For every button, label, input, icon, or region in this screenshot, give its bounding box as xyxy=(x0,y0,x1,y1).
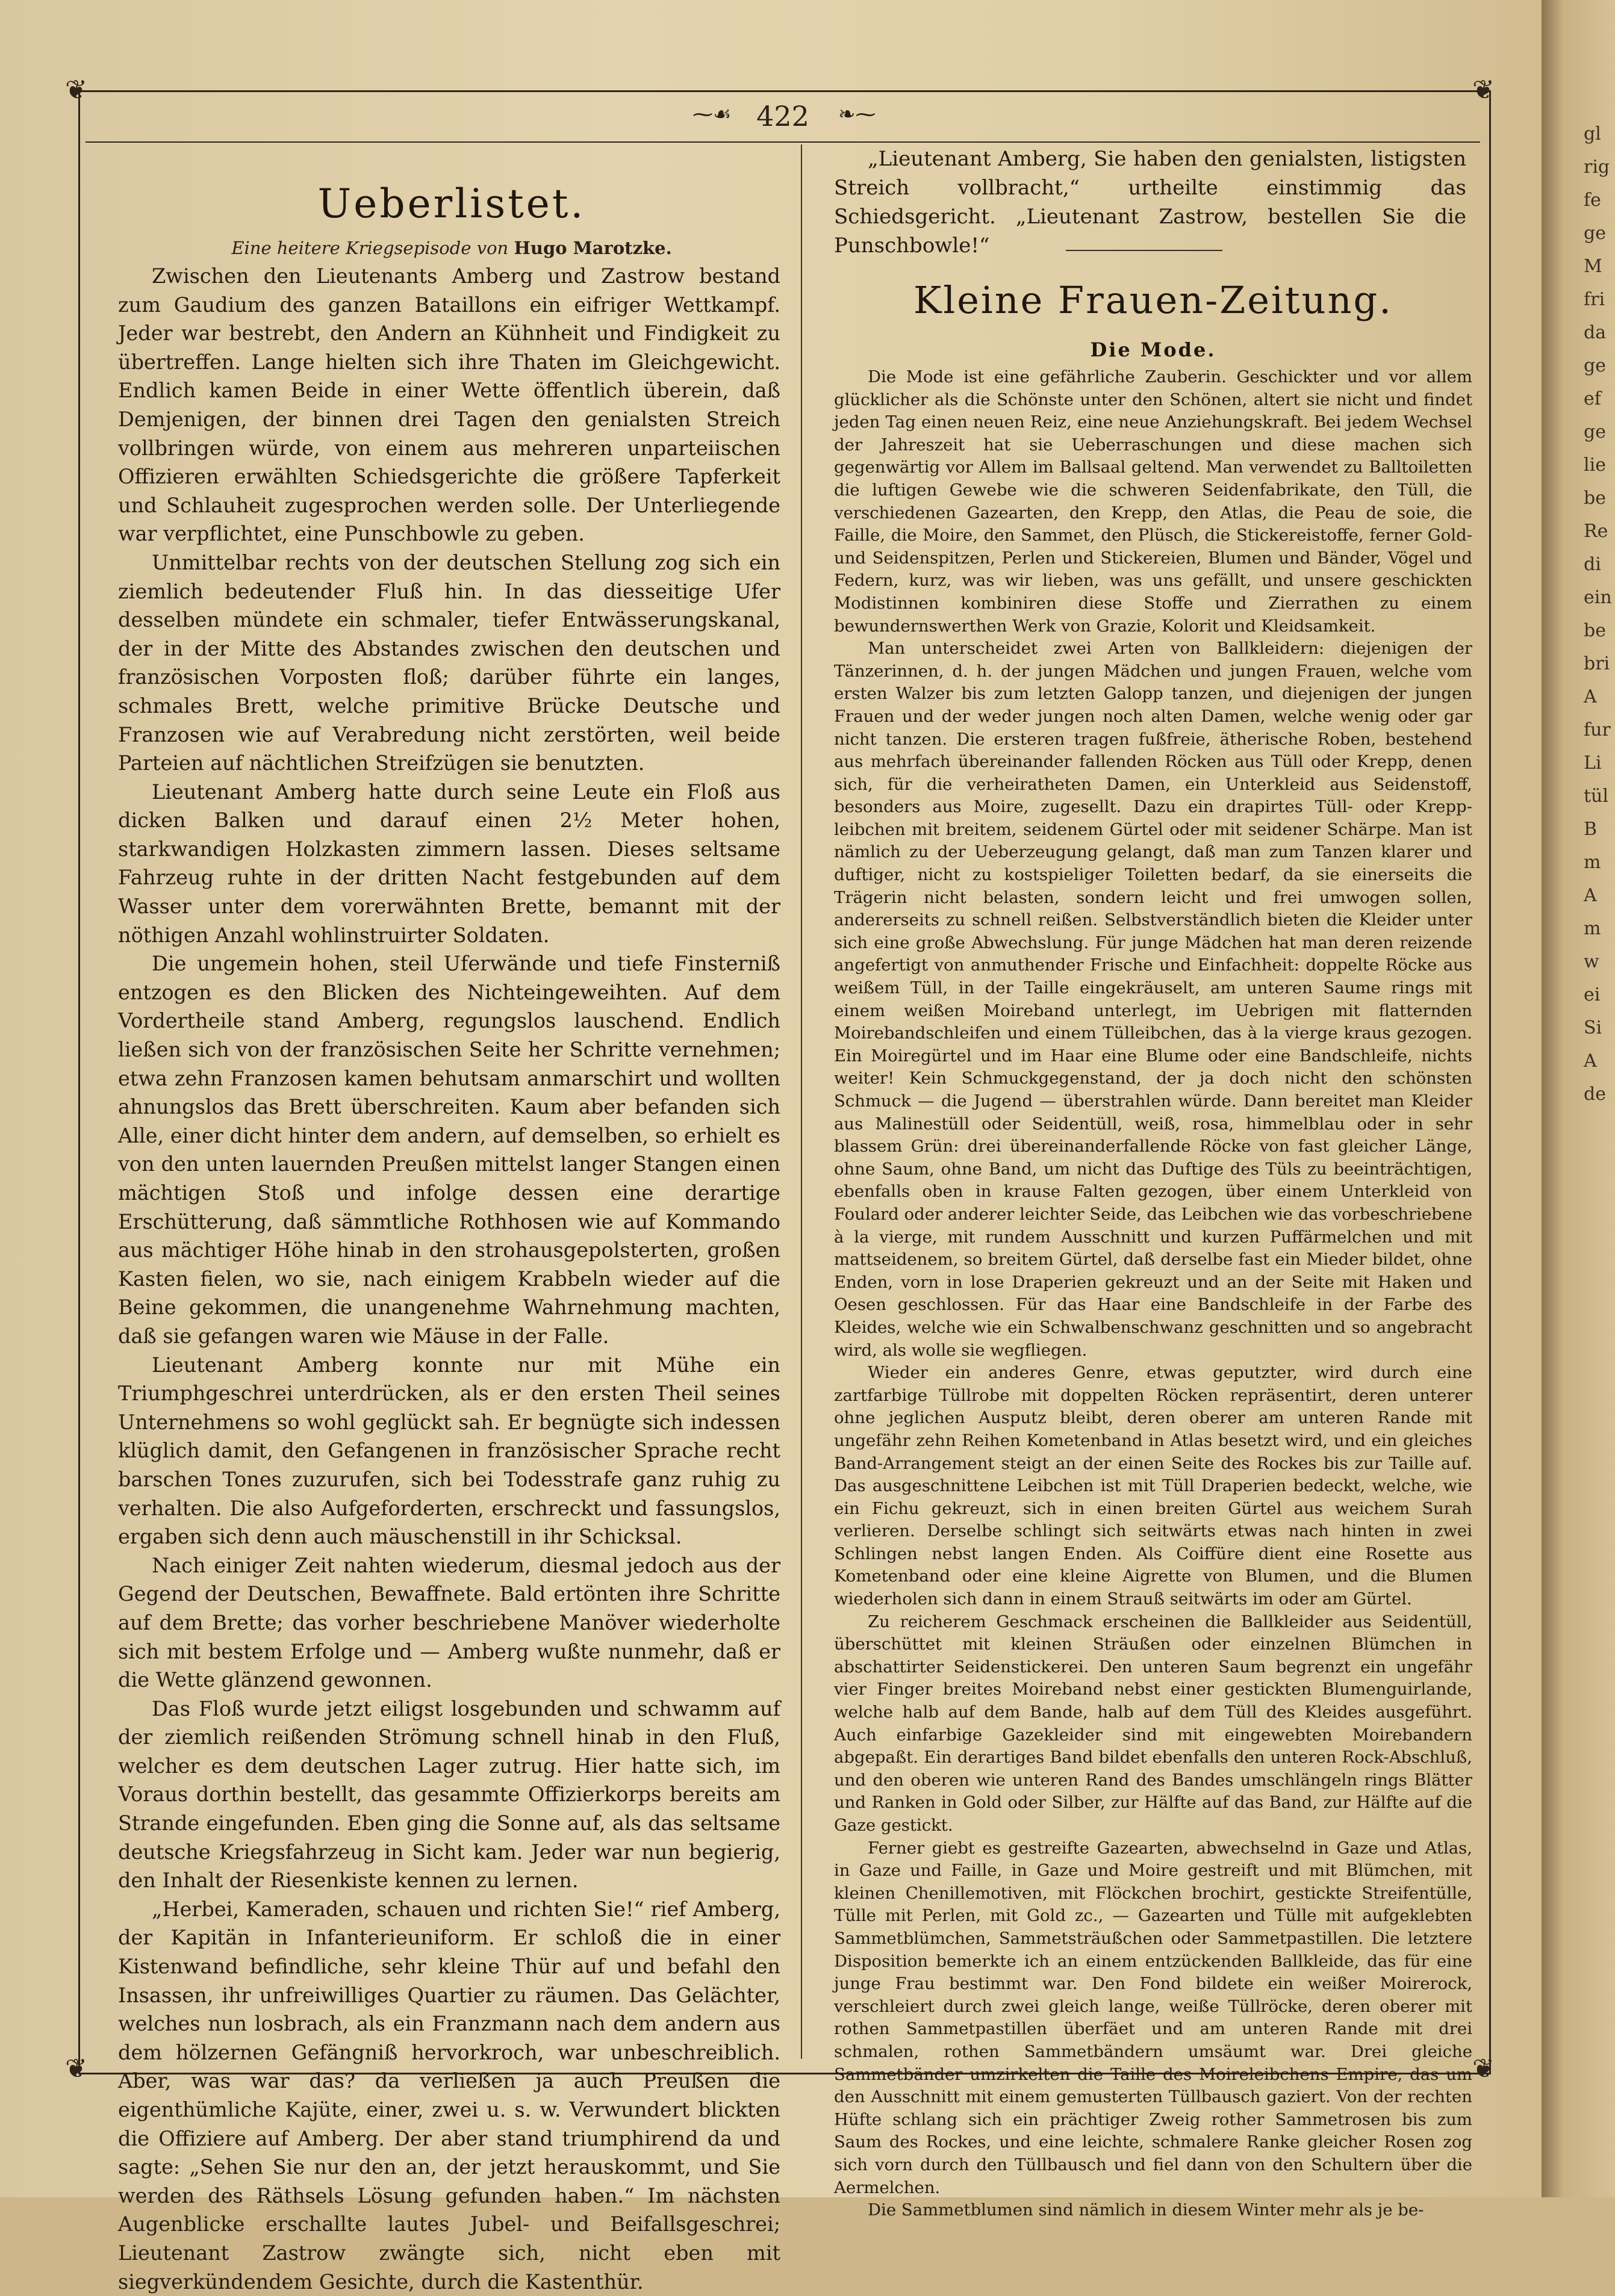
paragraph: Zwischen den Lieutenants Amberg und Zastrow bestand zum Gaudium des ganzen Bataillons ein eifriger Wettkampf. Jeder war bestrebt, den Andern an Kühnheit und Findigkeit zu übertreffen. Lange hielten sich ihre Thaten im Gleichgewicht. Endlich kamen Beide in einer Wette öffentlich überein, daß Demjenigen, der binnen drei Tagen den genialsten Streich vollbringen würde, von einem aus mehreren unparteiischen Offizieren erwählten Schiedsgerichte die größere Tapferkeit und Schlauheit zugesprochen werden solle. Der Unterliegende war verpflichtet, eine Punschbowle zu geben. xyxy=(118,264,780,546)
edge-fragment: be xyxy=(1584,620,1606,641)
edge-fragment: w xyxy=(1584,951,1599,972)
edge-fragment: M xyxy=(1584,256,1602,277)
paragraph: Lieutenant Amberg konnte nur mit Mühe ein Triumphgeschrei unterdrücken, als er den ersten Theil seines Unternehmens so wohl geglückt sah. Er begnügte sich indessen klüglich damit, den Gefangenen in französischer Sprache recht barschen Tones zuzurufen, sich bei Todesstrafe ganz ruhig zu verhalten. Die also Aufgeforderten, erschreckt und fassungslos, ergaben sich denn auch mäuschenstill in ihr Schicksal. xyxy=(118,1353,780,1549)
edge-fragment: ein xyxy=(1584,587,1612,608)
edge-fragment: di xyxy=(1584,554,1601,575)
paragraph: „Herbei, Kameraden, schauen und richten Sie!“ rief Amberg, der Kapitän in Infanterieuniform. Er schloß die in einer Kistenwand befindliche, sehr kleine Thür auf und befahl den Insassen, ihr unfreiwilliges Quartier zu räumen. Das Gelächter, welches nun losbrach, als ein Franzmann nach dem andern aus dem hölzernen Gefängniß hervorkroch, war unbeschreiblich. Aber, was war das? da verließen ja auch Preußen die eigenthümliche Kajüte, einer, zwei u. s. w. Verwundert blickten die Offiziere auf Amberg. Der aber stand triumphirend da und sagte: „Sehen Sie nur den an, der jetzt herauskommt, und Sie werden des Räthsels Lösung gefunden haben.“ Im nächsten Augenblicke erschallte lautes Jubel- und Beifallsgeschrei; Lieutenant Zastrow zwängte sich, nicht eben mit siegverkündendem Gesichte, durch die Kastenthür. xyxy=(118,1897,780,2294)
paragraph: Das Floß wurde jetzt eiligst losgebunden und schwamm auf der ziemlich reißenden Strömung schnell hinab in den Fluß, welcher es dem deutschen Lager zutrug. Hier hatte sich, im Voraus dorthin bestellt, das gesammte Offizierkorps bereits am Strande eingefunden. Eben ging die Sonne auf, als das seltsame deutsche Kriegsfahrzeug in Sicht kam. Jeder war nun begierig, den Inhalt der Riesenkiste kennen zu lernen. xyxy=(118,1696,780,1893)
paragraph: Die ungemein hohen, steil Uferwände und tiefe Finsterniß entzogen es den Blicken des Nichteingeweihten. Auf dem Vordertheile stand Amberg, regungslos lauschend. Endlich ließen sich von der französischen Seite her Schritte vernehmen; etwa zehn Franzosen kamen behutsam anmarschirt und wollten ahnungslos das Brett überschreiten. Kaum aber befanden sich Alle, einer dicht hinter dem andern, auf demselben, so erhielt es von den unten lauernden Preußen mittelst langer Stangen einen mächtigen Stoß und infolge dessen eine derartige Erschütterung, daß sämmtliche Rothhosen wie auf Kommando aus mächtiger Höhe hinab in den strohausgepolsterten, großen Kasten fielen, wo sie, nach einigem Krabbeln wieder auf die Beine gekommen, die unangenehme Wahrnehmung machten, daß sie gefangen waren wie Mäuse in der Falle. xyxy=(118,952,780,1348)
right-column-text xyxy=(834,366,1472,2222)
edge-fragment: ei xyxy=(1584,984,1601,1005)
edge-fragment: Si xyxy=(1584,1017,1602,1038)
next-page-edge xyxy=(1542,0,1615,2197)
page-number-ornament-right: ❧⁓ xyxy=(838,102,876,126)
paragraph: Nach einiger Zeit nahten wiederum, diesmal jedoch aus der Gegend der Deutschen, Bewaffnete. Bald ertönten ihre Schritte auf dem Brette; das vorher beschriebene Manöver wiederholte sich mit bestem Erfolge und — Amberg wußte nunmehr, daß er die Wette glänzend gewonnen. xyxy=(118,1553,780,1692)
edge-fragment: lie xyxy=(1584,455,1606,476)
section-title: Kleine Frauen-Zeitung. xyxy=(913,278,1393,322)
edge-fragment: bri xyxy=(1584,653,1610,674)
edge-fragment: ef xyxy=(1584,388,1601,409)
edge-fragment: Li xyxy=(1584,752,1602,774)
edge-fragment: B xyxy=(1584,819,1598,840)
section-subtitle: Die Mode. xyxy=(1090,338,1216,361)
article-title: Ueberlistet. xyxy=(317,181,586,227)
corner-ornament-top-right: ❦ xyxy=(1472,75,1495,105)
left-column-text xyxy=(118,262,780,2296)
edge-fragment: A xyxy=(1584,686,1597,707)
paragraph: Man unterscheidet zwei Arten von Ballkleidern: diejenigen der Tänzerinnen, d. h. der jungen Mädchen und jungen Frauen, welche vom ersten Walzer bis zum letzten Galopp tanzen, und diejenigen der jungen Frauen und der weder jungen noch alten Damen, welche wenig oder gar nicht tanzen. Die ersteren tragen fußfreie, ätherische Roben, bestehend aus mehrfach übereinander fallenden Röcken aus Tüll oder Krepp, denen sich, für die verheiratheten Damen, ein Unterkleid aus Seidenstoff, besonders aus Moire, zugesellt. Dazu ein drapirtes Tüll- oder Krepp-leibchen mit breitem, seidenem Gürtel oder mit seidener Schärpe. Man ist nämlich zu der Ueberzeugung gelangt, daß man zum Tanzen klarer und duftiger, nicht zu kostspieliger Toiletten bedarf, da sie einerseits die Trägerin nicht belasten, sondern leicht und frei umwogen sollen, andererseits zu schnell reißen. Selbstverständlich bieten die Kleider unter sich eine große Abwechslung. Für junge Mädchen hat man deren reizende angefertigt von anmuthender Frische und Einfachheit: doppelte Röcke aus weißem Tüll, in der Taille eingekräuselt, am unteren Saume rings mit einem weißen Moireband unterlegt, im Uebrigen mit flatternden Moirebandschleifen und einem Tülleibchen, das à la vierge kraus gezogen. Ein Moiregürtel und im Haar eine Blume oder eine Bandschleife, nichts weiter! Kein Schmuckgegenstand, der ja doch nicht den schönsten Schmuck — die Jugend — überstrahlen würde. Dann bereitet man Kleider aus Malinestüll oder Seidentüll, weiß, rosa, himmelblau oder in sehr blassem Grün: drei übereinanderfallende Röcke von fast gleicher Länge, ohne Saum, ohne Band, um nicht das Duftige des Tüls zu beeinträchtigen, ebenfalls oben in krause Falten gezogen, über einem Unterkleid von Foulard oder anderer leichter Seide, das Leibchen wie das vorbeschriebene à la vierge, mit rundem Ausschnitt und kurzen Puffärmelchen und mit mattseidenem, so breitem Gürtel, daß derselbe fast ein Mieder bildet, ohne Enden, vorn in lose Draperien gekreuzt und an der Seite mit Haken und Oesen geschlossen. Für das Haar eine Bandschleife in der Farbe des Kleides, welche wie ein Schwalbenschwanz geschnitten und so angebracht wird, als wolle sie wegfliegen. xyxy=(834,639,1472,1360)
paragraph: Die Sammetblumen sind nämlich in diesem Winter mehr als je be- xyxy=(868,2200,1424,2220)
byline-author: Hugo Marotzke. xyxy=(514,238,672,258)
paragraph: Zu reicherem Geschmack erscheinen die Ballkleider aus Seidentüll, überschüttet mit kleinen Sträußen oder einzelnen Blümchen in abschattirter Seidenstickerei. Den unteren Saum begrenzt ein ungefähr vier Finger breites Moireband nebst einer gestickten Blumenguirlande, welche halb auf dem Bande, halb auf dem Tüll des Kleides ausgeführt. Auch einfarbige Gazekleider sind mit eingewebten Moirebandern abgepaßt. Ein derartiges Band bildet ebenfalls den unteren Rock-Abschluß, und den oberen wie unteren Rand des Bandes umschlängeln rings Blätter und Ranken in Gold oder Silber, zur Hälfte auf das Band, zur Hälfte auf die Gaze gestickt. xyxy=(834,1612,1472,1835)
edge-fragment: rig xyxy=(1584,157,1610,178)
edge-fragment: ge xyxy=(1584,355,1606,376)
corner-ornament-bottom-left: ❦ xyxy=(65,2053,87,2084)
paragraph: Unmittelbar rechts von der deutschen Stellung zog sich ein ziemlich bedeutender Fluß hin. In das diesseitige Ufer desselben mündete ein schmaler, tiefer Entwässerungskanal, der in der Mitte des Abstandes zwischen den deutschen und französischen Vorposten floß; darüber führte ein langes, schmales Brett, welche primitive Brücke Deutsche und Franzosen wie auf Verabredung nicht zerstörten, weil beide Parteien auf nächtlichen Streifzügen sie benutzten. xyxy=(118,550,780,775)
column-divider xyxy=(801,144,802,2059)
byline-prefix: Eine heitere Kriegsepisode von xyxy=(231,238,509,258)
section-separator xyxy=(1066,250,1222,251)
edge-fragment: fe xyxy=(1584,190,1601,211)
edge-fragment: da xyxy=(1584,322,1607,343)
page-number: 422 xyxy=(756,100,809,132)
paragraph: „Lieutenant Amberg, Sie haben den genialsten, listigsten Streich vollbracht,“ urtheilte einstimmig das Schiedsgericht. „Lieutenant Zastrow, bestellen Sie die Punschbowle!“ xyxy=(834,147,1466,258)
paragraph: Wieder ein anderes Genre, etwas geputzter, wird durch eine zartfarbige Tüllrobe mit doppelten Röcken repräsentirt, deren unterer ohne jeglichen Ausputz bleibt, deren oberer am unteren Rande mit ungefähr zehn Reihen Kometenband in Atlas besetzt wird, und ein gleiches Band-Arrangement steigt an der einen Seite des Rockes bis zur Taille auf. Das ausgeschnittene Leibchen ist mit Tüll Draperien bedeckt, welche, wie ein Fichu gekreuzt, sich in einen breiten Gürtel aus weichem Surah verlieren. Derselbe schlingt sich seitwärts etwas nach hinten in zwei Schlingen nebst langen Enden. Als Coiffüre dient eine Rosette aus Kometenband oder eine kleine Aigrette von Blumen, und die Blumen wiederholen sich dann in einem Strauß seitwärts im oder am Gürtel. xyxy=(834,1363,1472,1609)
paragraph: Ferner giebt es gestreifte Gazearten, abwechselnd in Gaze und Atlas, in Gaze und Faille, in Gaze und Moire gestreift und mit Blümchen, mit kleinen Chenillemotiven, mit Flöckchen brochirt, gestickte Streifentülle, Tülle mit Perlen, mit Gold zc., — Gazearten und Tülle mit aufgeklebten Sammetblümchen, Sammetsträußchen oder Sammetpastillen. Die letztere Disposition bemerkte ich an einem entzückenden Ballkleide, das für eine junge Frau bestimmt war. Den Fond bildete ein weißer Moirerock, verschleiert durch zwei gleich lange, weiße Tüllröcke, deren oberer mit rothen Sammetpastillen überfäet und am unteren Rande mit drei schmalen, rothen Sammetbändern umsäumt war. Drei gleiche Sammetbänder umzirkelten die Taille des Moireleibchens Empire, das um den Ausschnitt mit einem gemusterten Tüllbausch gaziert. Von der rechten Hüfte schlang sich ein prächtiger Zweig rother Sammetrosen bis zum Saum des Rockes, und eine leichte, schmalere Ranke gleicher Rosen zog sich vorn durch den Tüllbausch und fiel dann von den Schultern über die Aermelchen. xyxy=(834,1838,1472,2197)
edge-fragment: Re xyxy=(1584,521,1608,542)
edge-fragment: be xyxy=(1584,488,1606,509)
edge-fragment: ge xyxy=(1584,421,1606,442)
story-continuation xyxy=(834,144,1466,260)
edge-fragment: gl xyxy=(1584,123,1601,144)
edge-fragment: de xyxy=(1584,1084,1606,1105)
page-number-ornament-left: ⁓☙ xyxy=(692,102,732,126)
edge-fragment: fur xyxy=(1584,719,1611,740)
edge-fragment: m xyxy=(1584,852,1601,873)
edge-fragment: ge xyxy=(1584,223,1606,244)
paragraph: Lieutenant Amberg hatte durch seine Leute ein Floß aus dicken Balken und darauf einen 2½ Meter hohen, starkwandigen Holzkasten zimmern lassen. Dieses seltsame Fahrzeug ruhte in der dritten Nacht festgebunden auf dem Wasser unter dem vorerwähnten Brette, bemannt mit der nöthigen Anzahl wohlinstruirter Soldaten. xyxy=(118,780,780,947)
edge-fragment: fri xyxy=(1584,289,1605,310)
edge-fragment: tül xyxy=(1584,786,1608,807)
edge-fragment: m xyxy=(1584,918,1601,939)
corner-ornament-top-left: ❦ xyxy=(65,75,87,105)
article-byline xyxy=(120,238,783,258)
corner-ornament-bottom-right: ❦ xyxy=(1472,2053,1495,2084)
edge-fragment: A xyxy=(1584,1050,1597,1072)
edge-fragment: A xyxy=(1584,885,1597,906)
paragraph: Die Mode ist eine gefährliche Zauberin. Geschickter und vor allem glücklicher als die Schönste unter den Schönen, altert sie nicht und findet jeden Tag einen neuen Reiz, eine neue Anziehungskraft. Bei jedem Wechsel der Jahreszeit hat sie Ueberraschungen und diese machen sich gegenwärtig vor Allem im Ballsaal geltend. Man verwendet zu Balltoiletten die luftigen Gewebe wie die schweren Seidenfabrikate, den Tüll, die verschiedenen Gazearten, den Krepp, den Atlas, die Peau de soie, die Faille, die Moire, den Sammet, den Plüsch, die Stickereistoffe, ferner Gold- und Seidenspitzen, Perlen und Stickereien, Blumen und Bänder, Vögel und Federn, kurz, was wir lieben, was uns gefällt, und unsere geschickten Modistinnen kombiniren diese Stoffe und Zierrathen zu einem bewundernswerthen Werk von Grazie, Kolorit und Kleidsamkeit. xyxy=(834,367,1472,636)
